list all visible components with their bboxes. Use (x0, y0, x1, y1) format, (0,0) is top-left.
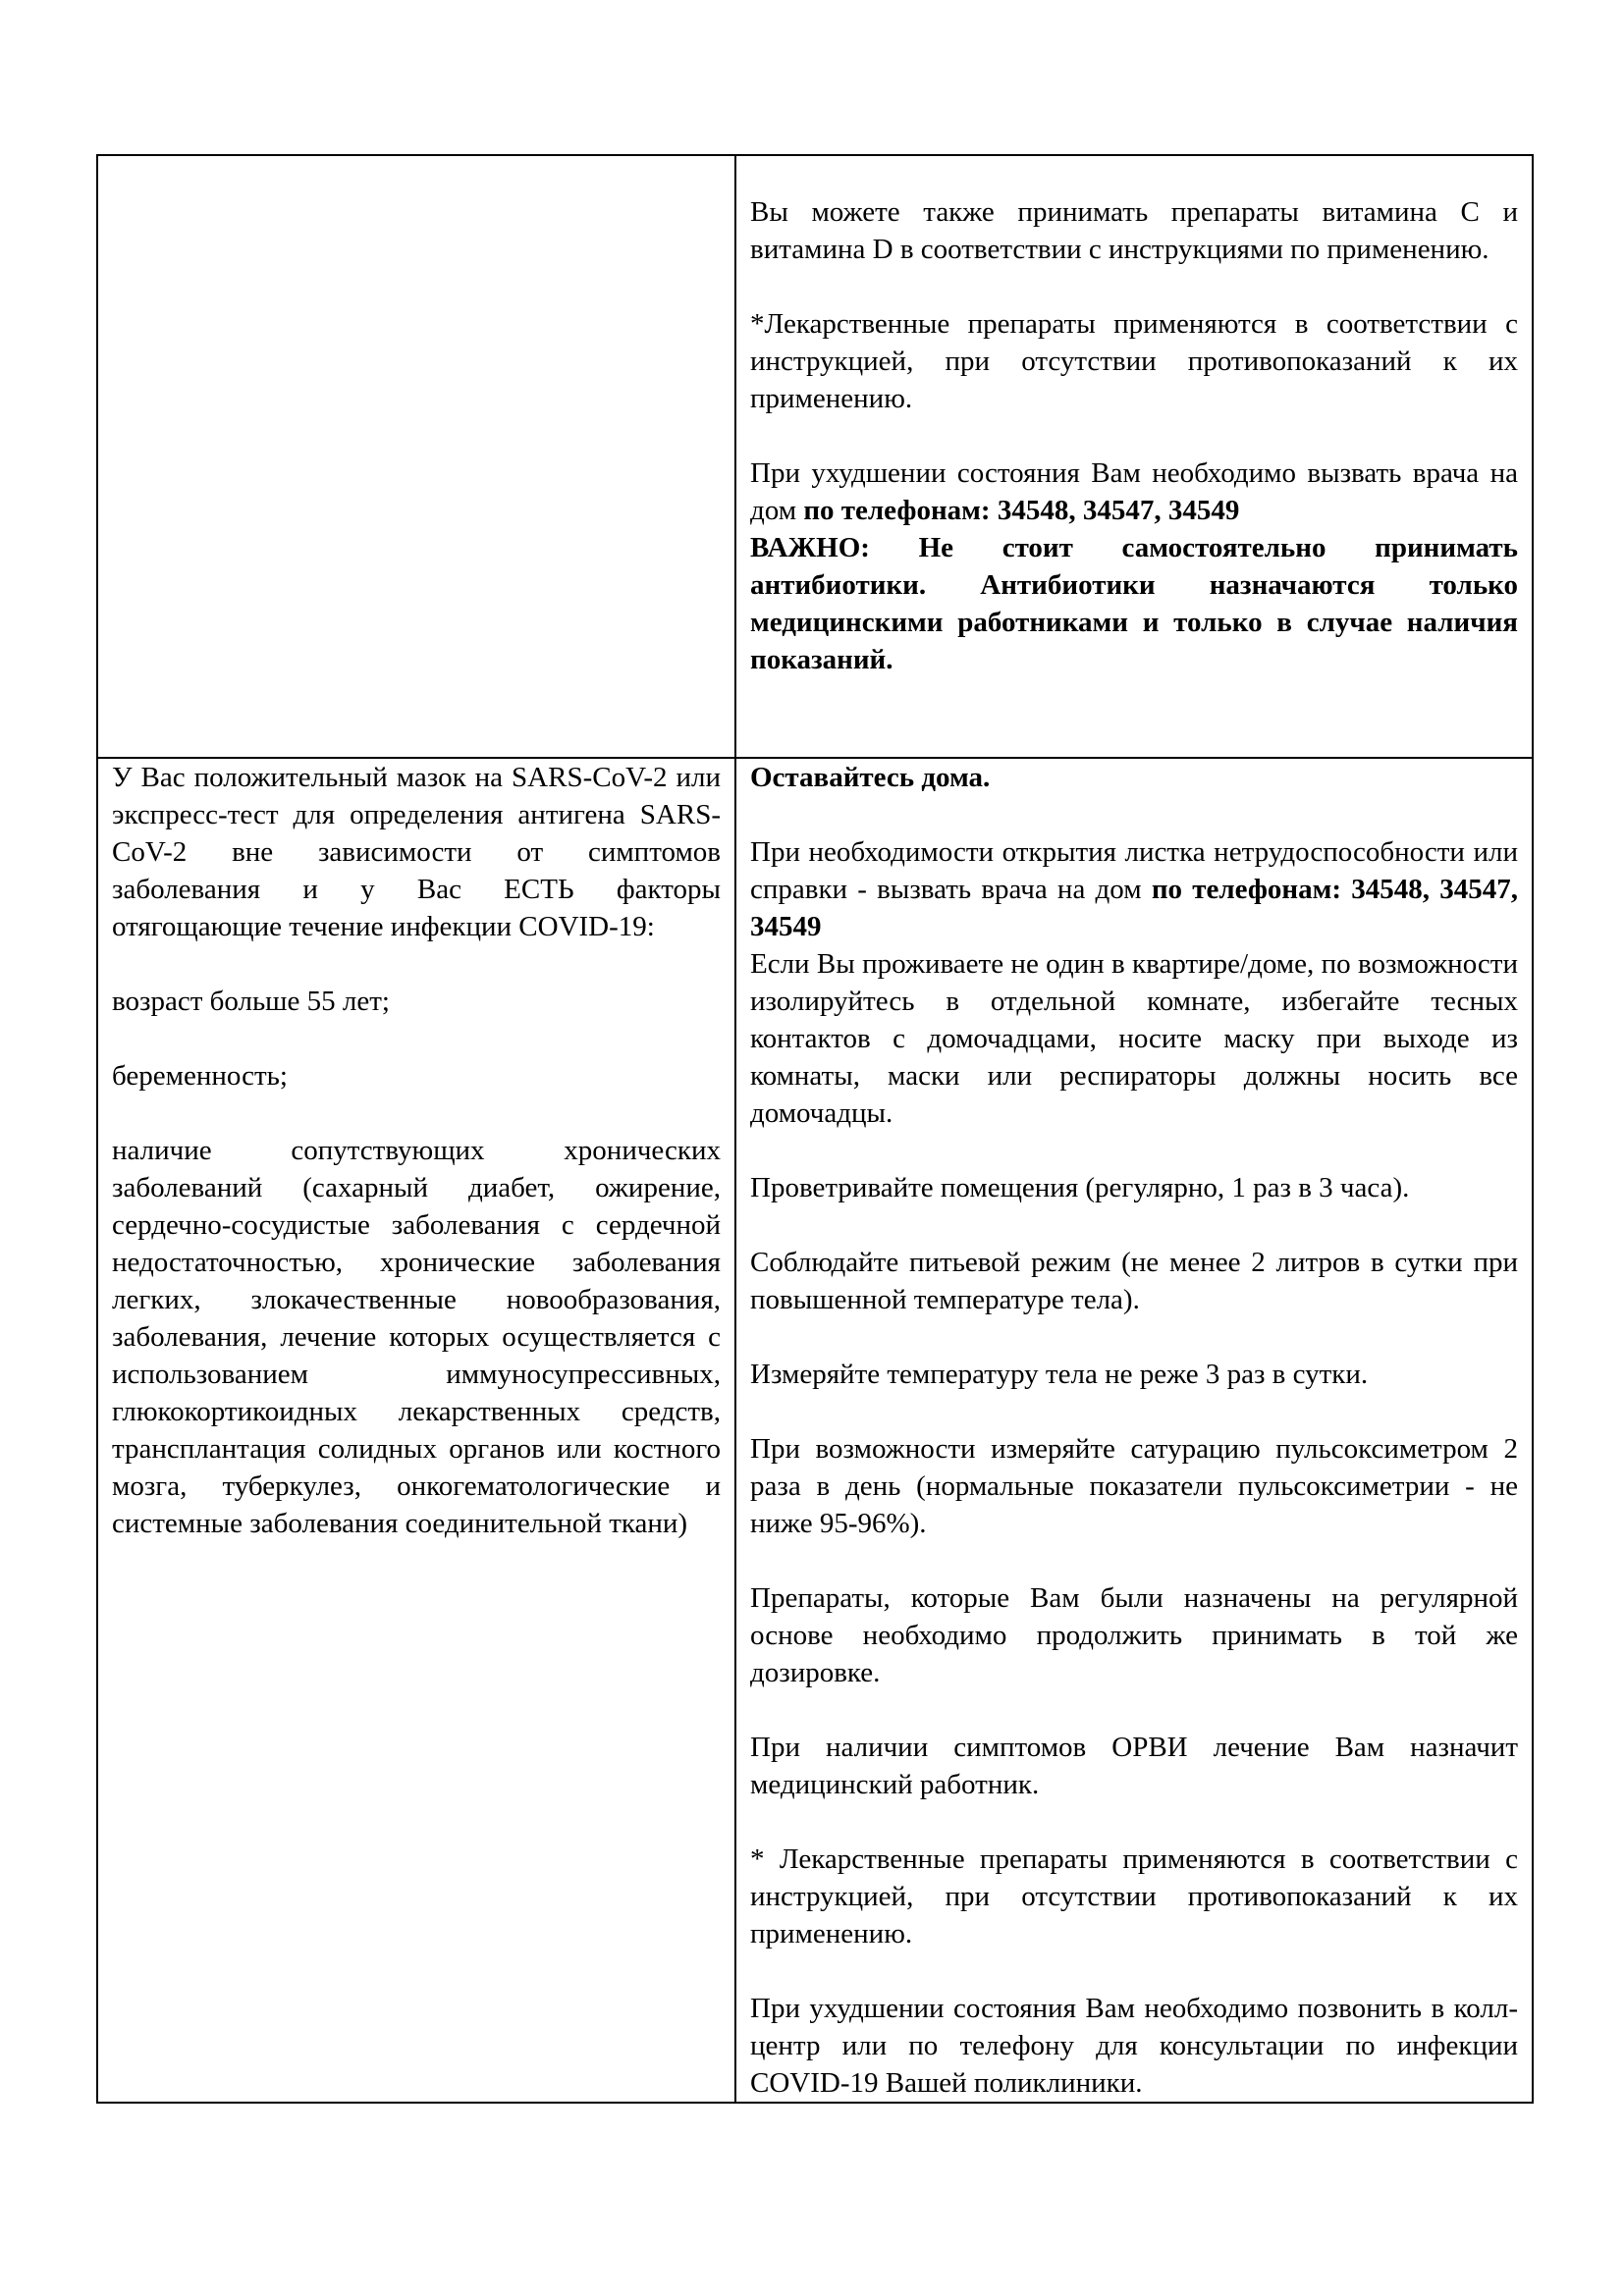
worsening-text: При ухудшении состояния Вам необходимо вызвать врача на дом (750, 457, 1518, 526)
risk-intro: У Вас положительный мазок на SARS-CoV-2 или экспресс-тест для определения антигена SARS-CoV-2 вне зависимости от симптомов заболевания и у Вас ЕСТЬ факторы отягощающие течение инфекции COVID-19: (112, 762, 721, 942)
table-row (97, 155, 1533, 758)
row2-left-cell (97, 758, 735, 2103)
risk-age: возраст больше 55 лет; (112, 986, 390, 1017)
worsening-paragraph (750, 454, 1518, 529)
recommendations-table (96, 154, 1534, 2104)
temperature-paragraph: Измеряйте температуру тела не реже 3 раз в сутки. (750, 1359, 1369, 1390)
sick-leave-text: При необходимости открытия листка нетрудоспособности или справки - вызвать врача на дом (750, 836, 1518, 905)
row1-left-cell (97, 155, 735, 758)
phone-numbers: по телефонам: 34548, 34547, 34549 (750, 874, 1518, 942)
drinking-paragraph: Соблюдайте питьевой режим (не менее 2 литров в сутки при повышенной температуре тела). (750, 1247, 1518, 1315)
antibiotics-warning: ВАЖНО: Не стоит самостоятельно принимать антибиотики. Антибиотики назначаются только медицинскими работниками и только в случае наличия показаний. (750, 532, 1518, 675)
risk-pregnancy: беременность; (112, 1060, 288, 1092)
continue-meds-paragraph: Препараты, которые Вам были назначены на регулярной основе необходимо продолжить принимать в той же дозировке. (750, 1582, 1518, 1688)
medication-note: *Лекарственные препараты применяются в соответствии с инструкцией, при отсутствии противопоказаний к их применению. (750, 308, 1518, 414)
risk-comorbidities: наличие сопутствующих хронических заболеваний (сахарный диабет, ожирение, сердечно-сосудистые заболевания с сердечной недостаточностью, хронические заболевания легких, злокачественные новообразования, заболевания, лечение которых осуществляется с использованием иммуносупрессивных, глюкокортикоидных лекарственных средств, трансплантация солидных органов или костного мозга, туберкулез, онкогематологические и системные заболевания соединительной ткани) (112, 1135, 721, 1539)
vitamins-paragraph: Вы можете также принимать препараты витамина С и витамина D в соответствии с инструкциями по применению. (750, 196, 1518, 265)
row2-right-cell (735, 758, 1533, 2103)
isolation-paragraph: Если Вы проживаете не один в квартире/доме, по возможности изолируйтесь в отдельной комнате, избегайте тесных контактов с домочадцами, носите маску при выходе из комнаты, маски или респираторы должны носить все домочадцы. (750, 948, 1518, 1129)
orvi-paragraph: При наличии симптомов ОРВИ лечение Вам назначит медицинский работник. (750, 1732, 1518, 1800)
table-row (97, 758, 1533, 2103)
ventilation-paragraph: Проветривайте помещения (регулярно, 1 раз в 3 часа). (750, 1172, 1410, 1203)
medication-note: * Лекарственные препараты применяются в соответствии с инструкцией, при отсутствии противопоказаний к их применению. (750, 1843, 1518, 1949)
saturation-paragraph: При возможности измеряйте сатурацию пульсоксиметром 2 раза в день (нормальные показатели пульсоксиметрии - не ниже 95-96%). (750, 1433, 1518, 1539)
phone-numbers: по телефонам: 34548, 34547, 34549 (803, 495, 1240, 526)
sick-leave-paragraph (750, 833, 1518, 945)
stay-home-heading: Оставайтесь дома. (750, 762, 991, 793)
row1-right-cell (735, 155, 1533, 758)
worsening-paragraph: При ухудшении состояния Вам необходимо позвонить в колл-центр или по телефону для консультации по инфекции COVID-19 Вашей поликлиники. (750, 1993, 1518, 2099)
